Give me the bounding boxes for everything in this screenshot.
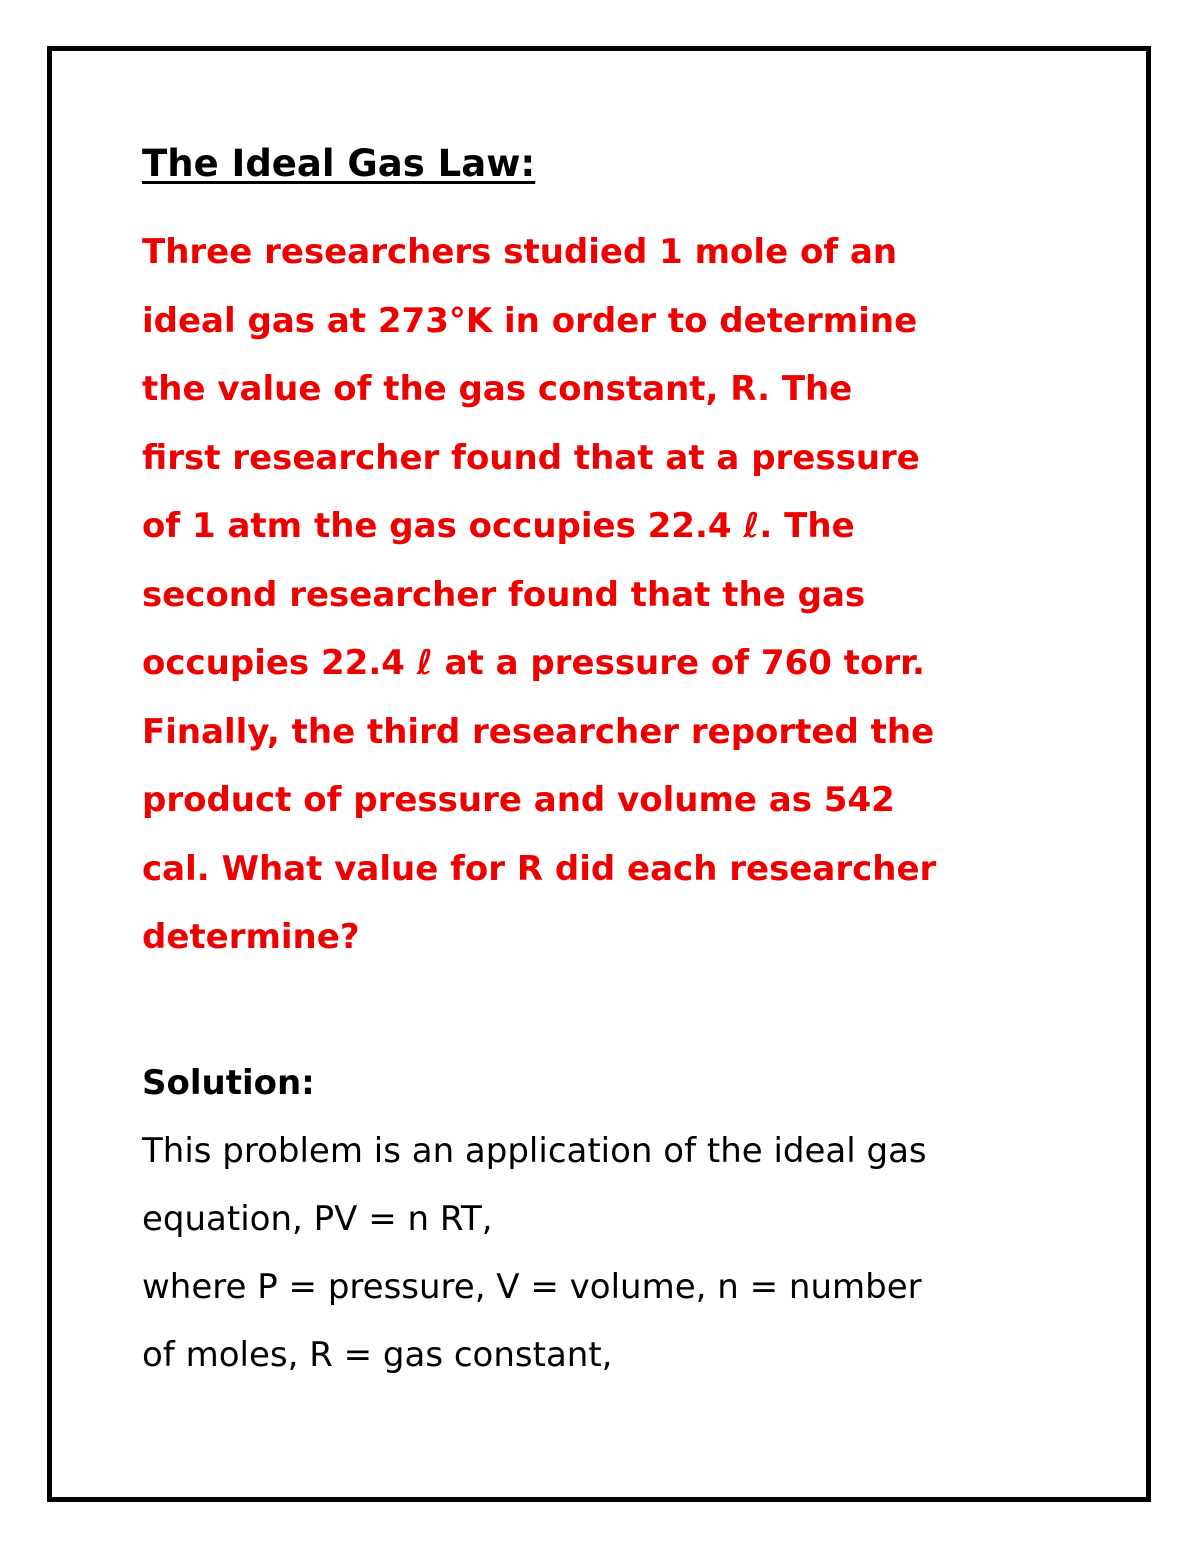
- problem-line: ideal gas at 273°K in order to determine: [142, 300, 918, 341]
- problem-line: first researcher found that at a pressure: [142, 437, 920, 478]
- solution-line: of moles, R = gas constant,: [142, 1334, 613, 1375]
- problem-line: second researcher found that the gas: [142, 574, 866, 615]
- problem-line: determine?: [142, 917, 360, 957]
- problem-line: the value of the gas constant, R. The: [142, 369, 853, 409]
- problem-line: occupies 22.4 ℓ at a pressure of 760 torr.: [142, 643, 925, 683]
- solution-line: This problem is an application of the ideal gas: [142, 1130, 927, 1171]
- solution-heading: Solution:: [142, 1062, 315, 1103]
- solution-line: where P = pressure, V = volume, n = number: [142, 1266, 922, 1307]
- solution-line: equation, PV = n RT,: [142, 1198, 493, 1239]
- document-content: [142, 130, 1142, 1389]
- document-title: The Ideal Gas Law:: [142, 142, 536, 185]
- problem-line: product of pressure and volume as 542: [142, 780, 895, 820]
- problem-line: Three researchers studied 1 mole of an: [142, 232, 898, 272]
- problem-line: of 1 atm the gas occupies 22.4 ℓ. The: [142, 506, 855, 546]
- problem-statement: [142, 218, 1142, 972]
- problem-line: Finally, the third researcher reported the: [142, 711, 935, 752]
- problem-line: cal. What value for R did each researcher: [142, 848, 937, 889]
- solution-text: [142, 1117, 1142, 1389]
